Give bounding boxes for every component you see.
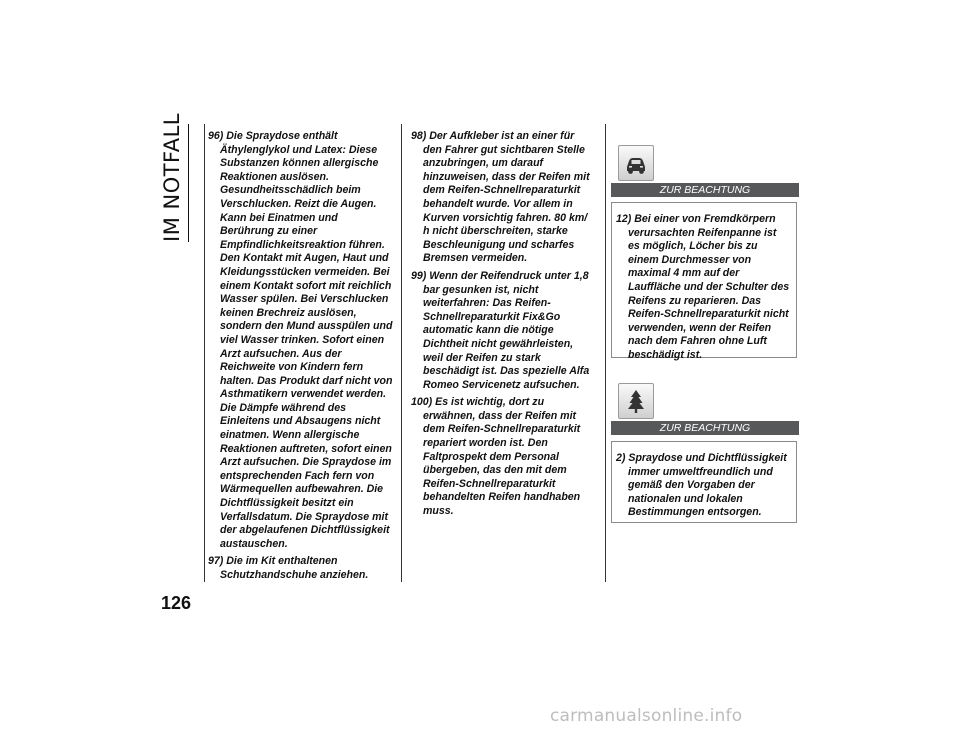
section-title-rule: [188, 124, 189, 242]
notes-column-1: [208, 130, 394, 587]
environment-banner: ZUR BEACHTUNG: [611, 421, 799, 435]
environment-panel: [611, 441, 797, 523]
note-2: [616, 452, 790, 520]
tree-icon: [618, 383, 654, 419]
note-98: [411, 130, 595, 266]
note-number: 96): [208, 130, 224, 142]
note-number: 98): [411, 130, 427, 142]
note-97: [208, 555, 394, 582]
column-divider: [401, 124, 402, 582]
note-number: 2): [616, 452, 626, 464]
note-number: 99): [411, 269, 427, 282]
column-divider: [204, 124, 205, 582]
watermark: carmanualsonline.info: [550, 706, 743, 726]
column-divider: [605, 124, 606, 582]
note-text: Spraydose und Dichtflüssigkeit immer umweltfreundlich und gemäß den Vorgaben der nationalen und lokalen Bestimmungen entsorgen.: [628, 452, 787, 519]
page-number: 126: [161, 593, 192, 613]
car-icon: [618, 145, 654, 181]
notes-column-2: [411, 130, 595, 523]
note-96: [208, 130, 394, 551]
note-100: [411, 396, 595, 518]
note-number: 97): [208, 555, 224, 568]
note-number: 100): [411, 396, 433, 409]
note-text: Bei einer von Fremdkörpern verursachten Reifenpanne ist es möglich, Löcher bis zu einem Durchmesser von maximal 4 mm auf der Lauffläche und der Schulter des Reifens zu reparieren. Das Reifen-Schnellreparaturkit nicht verwenden, wenn der Reifen nach dem Fahren ohne Luft beschädigt ist.: [628, 213, 790, 361]
warning-panel: [611, 202, 797, 361]
note-number: 12): [616, 213, 632, 225]
note-text: Der Aufkleber ist an einer für den Fahrer gut sichtbaren Stelle anzubringen, um darauf hinzuweisen, dass der Reifen mit dem Reifen-Schnellreparaturkit behandelt wurde. Vor allem in Kurven vorsichtig fahren. 80 km/ h nicht überschreiten, starke Beschleunigung und scharfes Bremsen vermeiden.: [423, 130, 590, 265]
note-12: [616, 213, 790, 363]
warning-banner: ZUR BEACHTUNG: [611, 183, 799, 197]
section-title: IM NOTFALL: [160, 113, 184, 242]
note-text: Es ist wichtig, dort zu erwähnen, dass der Reifen mit dem Reifen-Schnellreparaturkit repariert worden ist. Den Faltprospekt dem Personal übergeben, das den mit dem Reifen-Schnellreparaturkit behandelten Reifen handhaben muss.: [423, 396, 581, 518]
note-text: Die im Kit enthaltenen Schutzhandschuhe anziehen.: [220, 555, 369, 581]
note-text: Die Spraydose enthält Äthylenglykol und Latex: Diese Substanzen können allergische Reaktionen auslösen. Gesundheitsschädlich beim Verschlucken. Reizt die Augen. Kann bei Einatmen und Berührung zu einer Empfindlichkeitsreaktion führen. Den Kontakt mit Augen, Haut und Kleidungsstücken vermeiden. Bei einem Kontakt sofort mit reichlich Wasser spülen. Bei Verschlucken keinen Brechreiz auslösen, sondern den Mund ausspülen und viel Wasser trinken. Sofort einen Arzt aufsuchen. Aus der Reichweite von Kindern fern halten. Das Produkt darf nicht von Asthmatikern verwendet werden. Die Dämpfe während des Einleitens und Absaugens nicht einatmen. Wenn allergische Reaktionen auftreten, sofort einen Arzt aufsuchen. Die Spraydose im entsprechenden Fach fern von Wärmequellen aufbewahren. Die Dichtflüssigkeit besitzt ein Verfallsdatum. Die Spraydose mit der abgelaufenen Dichtflüssigkeit austauschen.: [220, 130, 393, 550]
note-99: [411, 270, 595, 392]
note-text: Wenn der Reifendruck unter 1,8 bar gesunken ist, nicht weiterfahren: Das Reifen-Schnellreparaturkit Fix&Go automatic kann die nötige Dichtheit nicht gewährleisten, weil der Reifen zu stark beschädigt ist. Das spezielle Alfa Romeo Servicenetz aufsuchen.: [423, 269, 590, 391]
